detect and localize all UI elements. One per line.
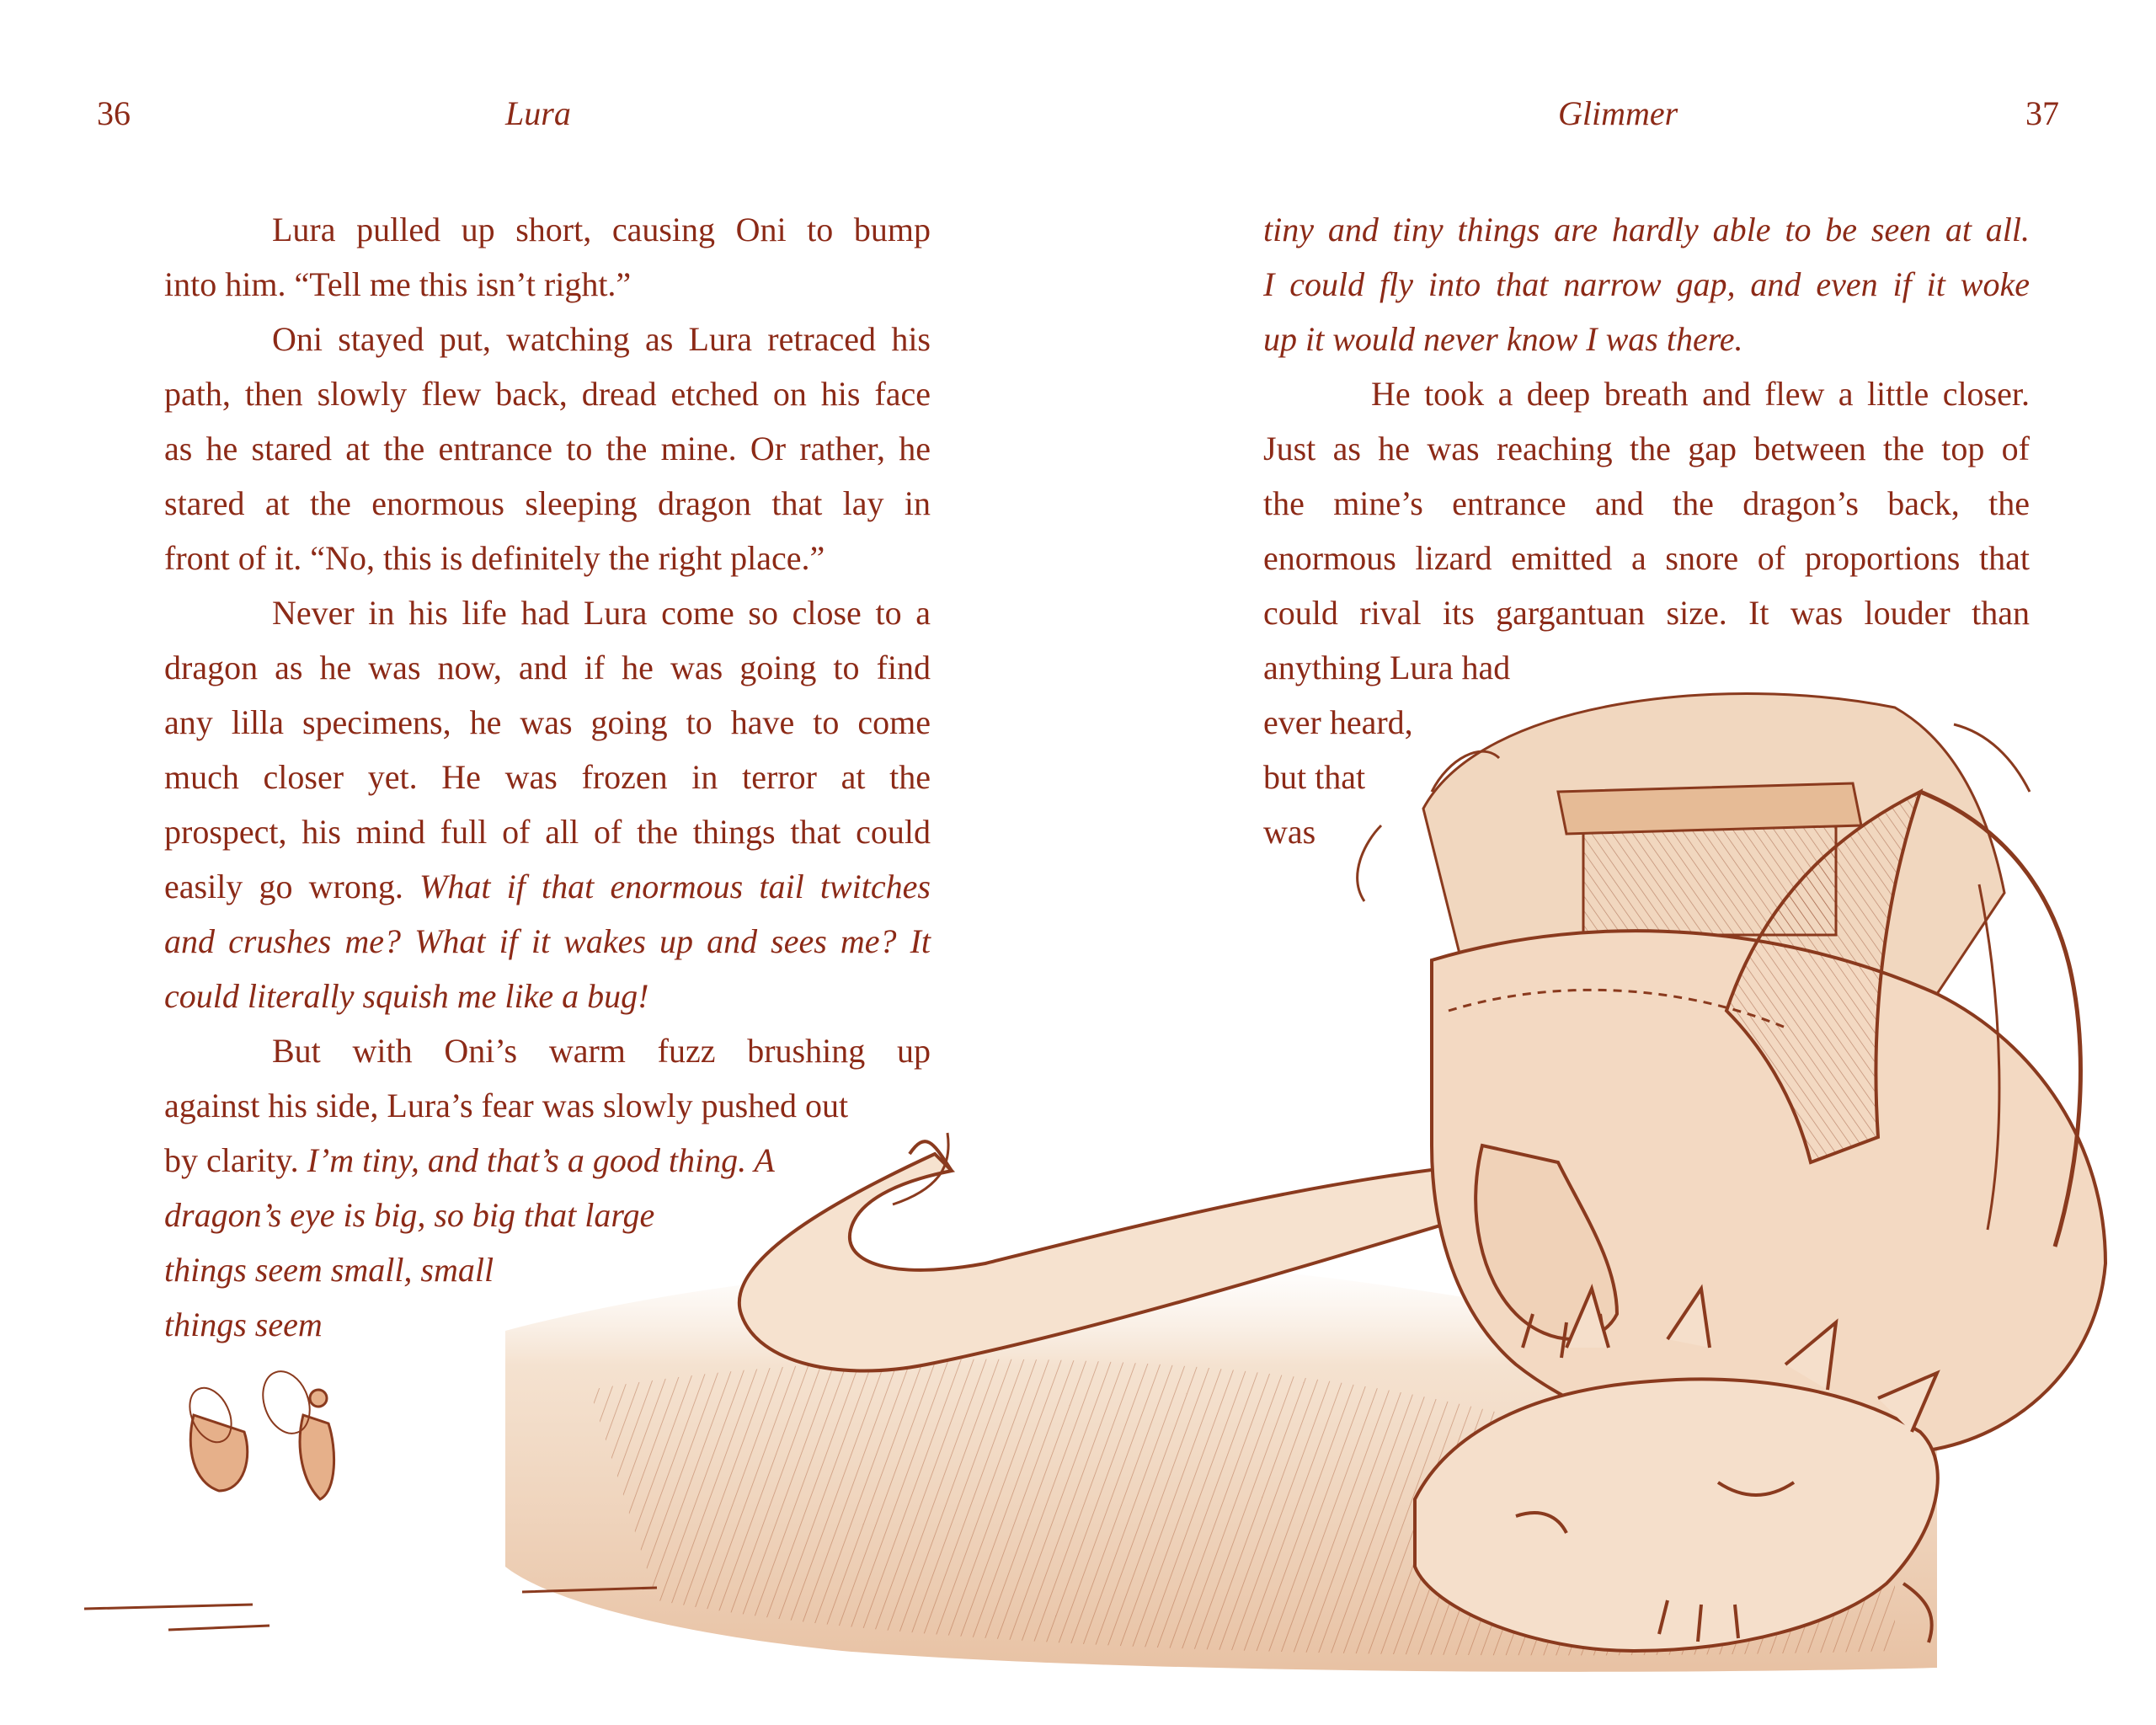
text-line	[272, 318, 931, 360]
text-roman: was	[1263, 813, 1316, 851]
text-line	[1371, 373, 2030, 415]
text-roman: against his side, Lura’s fear was slowly pushed out	[164, 1087, 849, 1124]
text-line	[164, 647, 931, 689]
text-line	[164, 756, 931, 798]
text-roman: Lura pulled up short, causing Oni to bump	[272, 211, 931, 248]
text-line	[272, 592, 931, 634]
text-line	[164, 866, 931, 908]
text-roman: much closer yet. He was frozen in terror at the	[164, 758, 931, 796]
text-roman: He took a deep breath and flew a little closer.	[1371, 375, 2030, 413]
text-roman: ever heard,	[1263, 703, 1413, 741]
text-italic: and crushes me? What if it wakes up and sees me? It	[164, 922, 931, 960]
text-line	[1263, 702, 1413, 744]
fairy-characters	[182, 1365, 334, 1499]
text-line	[164, 1140, 775, 1182]
text-line	[164, 428, 931, 470]
text-italic: things seem	[164, 1306, 323, 1343]
running-head-right: Glimmer	[1558, 94, 1678, 132]
text-roman: dragon as he was now, and if he was going to find	[164, 649, 931, 686]
text-roman: enormous lizard emitted a snore of proportions that	[1263, 539, 2030, 577]
text-roman: front of it. “No, this is definitely the right place.”	[164, 539, 825, 577]
text-line	[1263, 537, 2030, 579]
text-line	[164, 702, 931, 744]
text-roman: path, then slowly flew back, dread etched on his face	[164, 375, 931, 413]
text-roman: Oni stayed put, watching as Lura retraced his	[272, 320, 931, 358]
text-roman: by clarity.	[164, 1141, 299, 1179]
text-roman: But with Oni’s warm fuzz brushing up	[272, 1032, 931, 1070]
text-line	[164, 537, 825, 579]
text-line	[164, 1194, 654, 1236]
text-line	[1263, 647, 1510, 689]
text-line	[164, 483, 931, 525]
page-number-right: 37	[2025, 94, 2059, 132]
text-line	[1263, 264, 2030, 306]
text-line	[164, 264, 631, 306]
text-roman: any lilla specimens, he was going to have to come	[164, 703, 931, 741]
text-italic: could literally squish me like a bug!	[164, 977, 649, 1015]
text-roman: but that	[1263, 758, 1366, 796]
text-roman: anything Lura had	[1263, 649, 1511, 686]
text-line	[1263, 318, 1743, 360]
page-number-left: 36	[97, 94, 131, 132]
text-line	[164, 921, 931, 963]
text-roman: Never in his life had Lura come so close to a	[272, 594, 931, 632]
text-roman: Just as he was reaching the gap between the top of	[1263, 430, 2030, 467]
text-line	[164, 1304, 323, 1346]
text-roman: could rival its gargantuan size. It was louder than	[1263, 594, 2030, 632]
text-roman: prospect, his mind full of all of the things that could	[164, 813, 931, 851]
text-line	[1263, 811, 1315, 853]
text-italic: things seem small, small	[164, 1251, 494, 1289]
text-line	[164, 975, 648, 1017]
text-italic: dragon’s eye is big, so big that large	[164, 1196, 655, 1234]
text-line	[272, 1030, 931, 1072]
text-line	[164, 811, 931, 853]
text-line	[1263, 209, 2030, 251]
text-italic: tiny and tiny things are hardly able to be seen at all.	[1263, 211, 2030, 248]
text-italic: I’m tiny, and that’s a good thing. A	[298, 1141, 775, 1179]
text-roman: as he stared at the entrance to the mine. Or rather, he	[164, 430, 931, 467]
text-roman: easily go wrong.	[164, 868, 403, 905]
running-head-left: Lura	[505, 94, 571, 132]
text-line	[272, 209, 931, 251]
text-line	[1263, 483, 2030, 525]
text-roman: the mine’s entrance and the dragon’s back, the	[1263, 484, 2030, 522]
text-line	[164, 1085, 848, 1127]
text-italic: I could fly into that narrow gap, and even if it woke	[1263, 265, 2030, 303]
text-italic: What if that enormous tail twitches	[403, 868, 931, 905]
text-line	[164, 373, 931, 415]
text-line	[1263, 756, 1365, 798]
text-line	[164, 1249, 494, 1291]
text-line	[1263, 592, 2030, 634]
text-roman: stared at the enormous sleeping dragon that lay in	[164, 484, 931, 522]
text-italic: up it would never know I was there.	[1263, 320, 1743, 358]
text-roman: into him. “Tell me this isn’t right.”	[164, 265, 632, 303]
text-line	[1263, 428, 2030, 470]
